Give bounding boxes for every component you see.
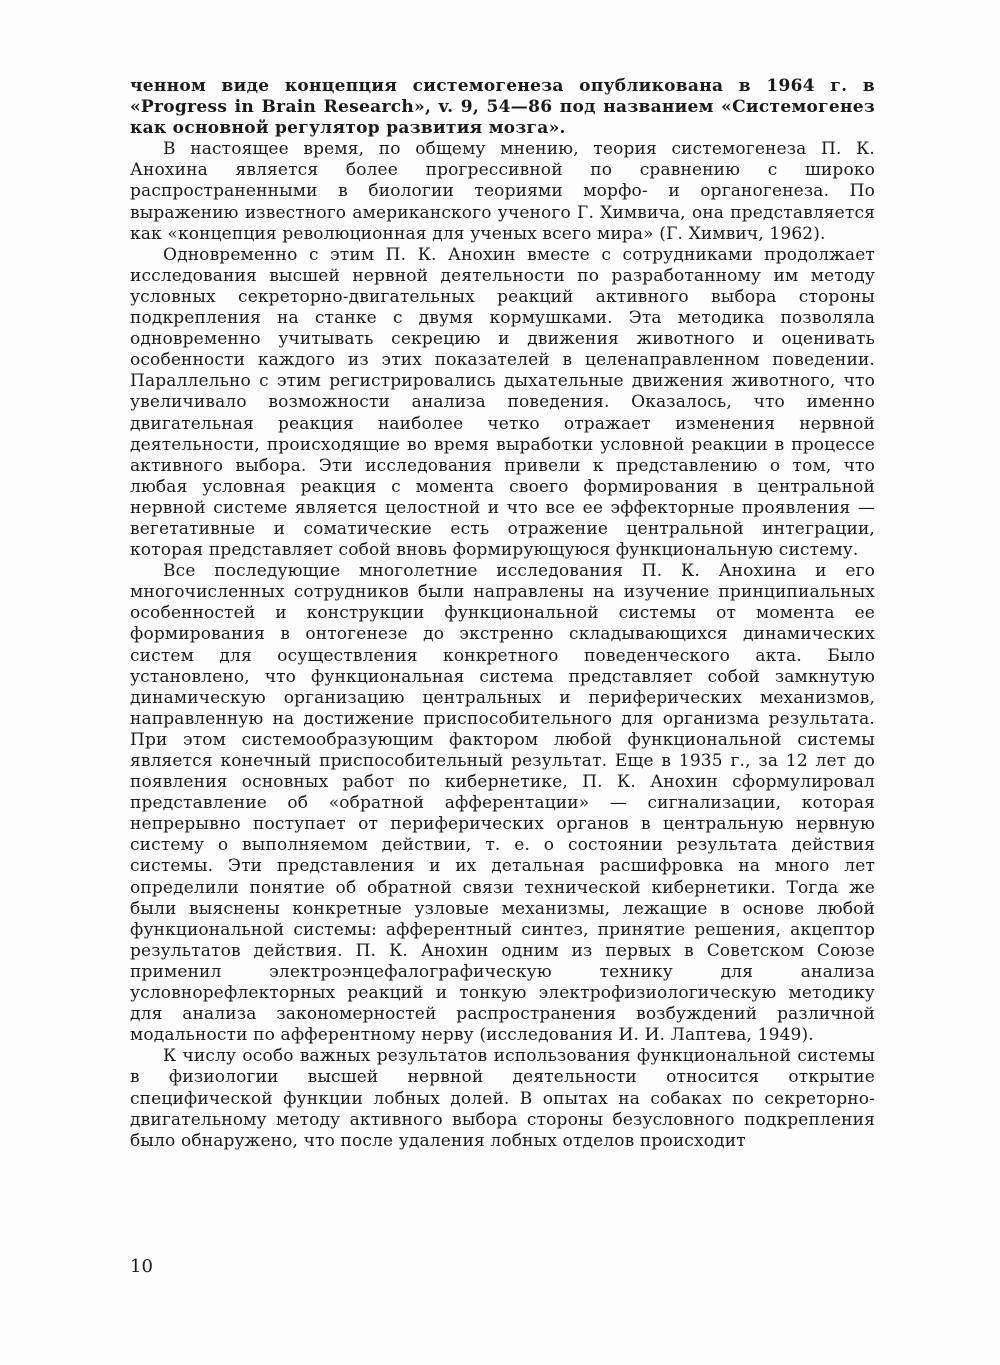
paragraph-systemogenesis-theory: В настоящее время, по общему мнению, теория системогенеза П. К. Анохина является более прогрессивной по сравнению с широко распространенными в биологии теориями морфо- и органогенеза. По выражению известного американского ученого Г. Химвича, она представляется как «концепция революционная для ученых всего мира» (Г. Химвич, 1962). bbox=[130, 139, 875, 244]
paragraph-continuation: ченном виде концепция системогенеза опубликована в 1964 г. в «Progress in Brain Research», v. 9, 54—86 под названием «Системогенез как основной регулятор развития мозга». bbox=[130, 76, 875, 139]
paragraph-conditioned-reactions: Одновременно с этим П. К. Анохин вместе с сотрудниками продолжает исследования высшей нервной деятельности по разработанному им методу условных секреторно-двигательных реакций активного выбора стороны подкрепления на станке с двумя кормушками. Эта методика позволяла одновременно учитывать секрецию и движения животного и оценивать особенности каждого из этих показателей в целенаправленном поведении. Параллельно с этим регистрировались дыхательные движения животного, что увеличивало возможности анализа поведения. Оказалось, что именно двигательная реакция наиболее четко отражает изменения нервной деятельности, происходящие во время выработки условной реакции в процессе активного выбора. Эти исследования привели к представлению о том, что любая условная реакция с момента своего формирования в центральной нервной системе является целостной и что все ее эффекторные проявления — вегетативные и соматические есть отражение центральной интеграции, которая представляет собой вновь формирующуюся функциональную систему. bbox=[130, 244, 875, 561]
paragraph-frontal-lobes: К числу особо важных результатов использования функциональной системы в физиологии высшей нервной деятельности относится открытие специфической функции лобных долей. В опытах на собаках по секреторно-двигательному методу активного выбора стороны безусловного подкрепления было обнаружено, что после удаления лобных отделов происходит bbox=[130, 1046, 875, 1151]
body-text bbox=[130, 76, 875, 1152]
page-number: 10 bbox=[130, 1256, 153, 1277]
paragraph-functional-system: Все последующие многолетние исследования П. К. Анохина и его многочисленных сотрудников были направлены на изучение принципиальных особенностей и конструкции функциональной системы от момента ее формирования в онтогенезе до экстренно складывающихся динамических систем для осуществления конкретного поведенческого акта. Было установлено, что функциональная система представляет собой замкнутую динамическую организацию центральных и периферических механизмов, направленную на достижение приспособительного для организма результата. При этом системообразующим фактором любой функциональной системы является конечный приспособительный результат. Еще в 1935 г., за 12 лет до появления основных работ по кибернетике, П. К. Анохин сформулировал представление об «обратной афферентации» — сигнализации, которая непрерывно поступает от периферических органов в центральную нервную систему о выполняемом действии, т. е. о состоянии результата действия системы. Эти представления и их детальная расшифровка на много лет определили понятие об обратной связи технической кибернетики. Тогда же были выяснены конкретные узловые механизмы, лежащие в основе любой функциональной системы: афферентный синтез, принятие решения, акцептор результатов действия. П. К. Анохин одним из первых в Советском Союзе применил электроэнцефалографическую технику для анализа условнорефлекторных реакций и тонкую электрофизиологическую методику для анализа закономерностей распространения возбуждений различной модальности по афферентному нерву (исследования И. И. Лаптева, 1949). bbox=[130, 561, 875, 1046]
